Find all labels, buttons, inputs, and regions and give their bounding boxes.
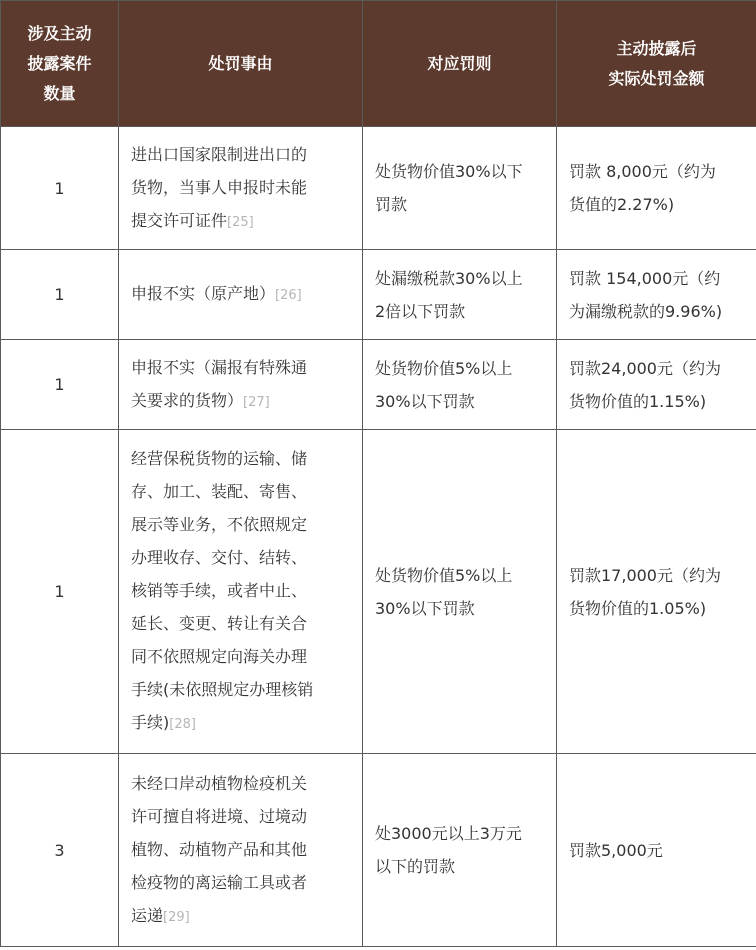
table-row bbox=[1, 250, 756, 340]
header-row bbox=[1, 1, 756, 127]
cell-line: 运递 bbox=[131, 905, 164, 925]
cell-line: 罚款 154,000元（约 bbox=[569, 268, 721, 288]
cell-line: 植物、动植物产品和其他 bbox=[131, 839, 308, 859]
case-count-cell: 1 bbox=[1, 430, 119, 754]
cell-line: 货物价值的1.05%) bbox=[569, 598, 707, 618]
header-line: 主动披露后 bbox=[616, 38, 697, 58]
cell-line: 未经口岸动植物检疫机关 bbox=[131, 773, 308, 793]
cell-line: 2倍以下罚款 bbox=[375, 301, 466, 321]
header-line: 对应罚则 bbox=[427, 53, 492, 73]
cell-line: 罚款24,000元（约为 bbox=[569, 358, 721, 378]
cell-line: 货值的2.27%) bbox=[569, 195, 675, 214]
cell-line: 罚款17,000元（约为 bbox=[569, 565, 721, 585]
cell-line: 手续(未依照规定办理核销 bbox=[131, 680, 314, 699]
amount-cell bbox=[557, 430, 756, 754]
cell-line: 货物价值的1.15%) bbox=[569, 391, 707, 411]
case-count-cell: 1 bbox=[1, 250, 119, 340]
cell-line: 罚款 8,000元（约为 bbox=[569, 162, 716, 181]
rule-cell bbox=[363, 430, 557, 754]
cell-line: 进出口国家限制进出口的 bbox=[131, 144, 308, 164]
header-case-count bbox=[1, 1, 119, 127]
reason-cell bbox=[119, 754, 363, 947]
cell-line: 罚款 bbox=[375, 195, 408, 214]
cell-line: 处货物价值5%以上 bbox=[375, 358, 513, 378]
amount-cell bbox=[557, 250, 756, 340]
cell-line: 经营保税货物的运输、储 bbox=[131, 449, 308, 468]
footnote-ref-link[interactable]: [28] bbox=[169, 717, 196, 732]
cell-line: 关要求的货物） bbox=[131, 390, 244, 410]
rule-cell bbox=[363, 127, 557, 250]
cell-line: 存、加工、装配、寄售、 bbox=[131, 482, 308, 501]
header-line: 数量 bbox=[43, 83, 76, 103]
table-row bbox=[1, 430, 756, 754]
header-line: 披露案件 bbox=[27, 53, 92, 73]
table-row bbox=[1, 127, 756, 250]
rule-cell bbox=[363, 340, 557, 430]
cell-line: 申报不实（漏报有特殊通 bbox=[131, 357, 308, 377]
cell-line: 处货物价值30%以下 bbox=[375, 162, 523, 181]
cell-line: 以下的罚款 bbox=[375, 857, 456, 876]
cell-line: 30%以下罚款 bbox=[375, 598, 475, 618]
cell-line: 提交许可证件 bbox=[131, 210, 228, 230]
cell-line: 货物，当事人申报时未能 bbox=[131, 177, 308, 197]
cell-line: 申报不实（原产地） bbox=[131, 284, 276, 303]
cell-line: 延长、变更、转让有关合 bbox=[131, 614, 308, 633]
cell-line: 核销等手续，或者中止、 bbox=[131, 581, 308, 600]
cell-line: 许可擅自将进境、过境动 bbox=[131, 806, 308, 826]
cell-line: 处3000元以上3万元 bbox=[375, 824, 522, 843]
case-count-cell: 1 bbox=[1, 127, 119, 250]
table-row bbox=[1, 754, 756, 947]
amount-cell bbox=[557, 754, 756, 947]
cell-line: 为漏缴税款的9.96%) bbox=[569, 301, 723, 321]
reason-cell bbox=[119, 127, 363, 250]
footnote-ref-link[interactable]: [26] bbox=[275, 288, 302, 303]
cell-line: 同不依照规定向海关办理 bbox=[131, 647, 308, 666]
case-count-cell: 3 bbox=[1, 754, 119, 947]
cell-line: 办理收存、交付、结转、 bbox=[131, 548, 308, 567]
reason-cell bbox=[119, 430, 363, 754]
footnote-ref-link[interactable]: [29] bbox=[163, 909, 190, 925]
header-line: 实际处罚金额 bbox=[608, 68, 705, 88]
footnote-ref-link[interactable]: [27] bbox=[243, 394, 270, 410]
case-count-cell: 1 bbox=[1, 340, 119, 430]
cell-line: 处漏缴税款30%以上 bbox=[375, 268, 523, 288]
rule-cell bbox=[363, 754, 557, 947]
table-row bbox=[1, 340, 756, 430]
amount-cell bbox=[557, 127, 756, 250]
cell-line: 手续) bbox=[131, 713, 170, 732]
cell-line: 罚款5,000元 bbox=[569, 840, 663, 860]
cell-line: 展示等业务，不依照规定 bbox=[131, 515, 308, 534]
cell-line: 处货物价值5%以上 bbox=[375, 565, 513, 585]
amount-cell bbox=[557, 340, 756, 430]
header-line: 涉及主动 bbox=[27, 23, 92, 43]
header-line: 处罚事由 bbox=[208, 53, 273, 73]
header-rule bbox=[363, 1, 557, 127]
cell-line: 30%以下罚款 bbox=[375, 391, 475, 411]
header-reason bbox=[119, 1, 363, 127]
rule-cell bbox=[363, 250, 557, 340]
reason-cell bbox=[119, 250, 363, 340]
footnote-ref-link[interactable]: [25] bbox=[227, 214, 254, 230]
cell-line: 检疫物的离运输工具或者 bbox=[131, 872, 308, 892]
reason-cell bbox=[119, 340, 363, 430]
header-amount bbox=[557, 1, 756, 127]
